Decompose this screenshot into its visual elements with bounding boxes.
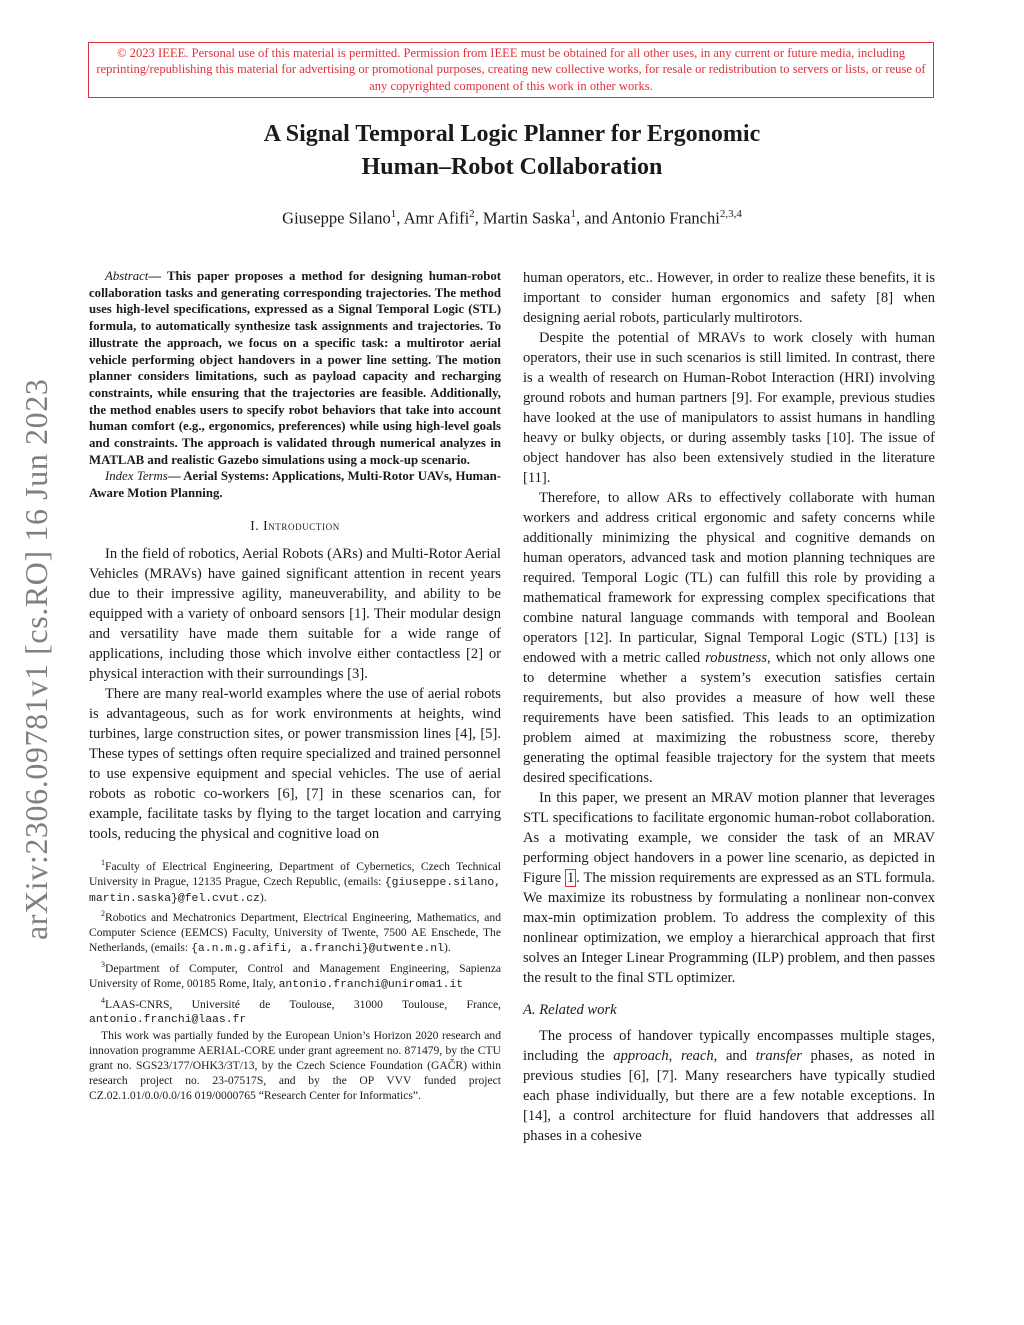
subsection-heading-related-work: A. Related work bbox=[523, 1002, 617, 1018]
footnote-3-mark: 3 bbox=[101, 960, 105, 969]
author-2: , Amr Afifi bbox=[396, 208, 470, 228]
paper-title bbox=[140, 118, 884, 184]
author-3-affiliation: 1 bbox=[570, 208, 576, 220]
intro-paragraph-1: In the field of robotics, Aerial Robots (ARs) and Multi-Rotor Aerial Vehicles (MRAVs) have gained significant attention in recent years due to their impressive agility, maneuverability, and ability to be equipped with a variety of onboard sensors [1]. Their modular design and versatility have made them suitable for a wide range of applications, including those which involve either contactless [2] or physical interaction with their surroundings [3]. bbox=[89, 545, 501, 682]
author-1-affiliation: 1 bbox=[390, 208, 397, 220]
footnote-1-mark: 1 bbox=[101, 857, 105, 867]
left-column bbox=[89, 268, 501, 1105]
right-paragraph-4 bbox=[523, 1026, 935, 1146]
paragraph-4-sep-2: , and bbox=[713, 1048, 756, 1064]
right-paragraph-1: Despite the potential of MRAVs to work closely with human operators, their use in such scenarios is still limited. In contrast, there is a wealth of research on Human-Robot Interaction (HRI) involving ground robots and human partners [9]. For example, previous studies have looked at the use of manipulators to assist humans in handling heavy or bulky objects, or during assembly tasks [10]. The issue of object handover has also been extensively studied in the literature [11]. bbox=[523, 330, 935, 486]
abstract-paragraph bbox=[89, 268, 501, 468]
paragraph-2-text-a: Therefore, to allow ARs to effectively collaborate with human workers and address critical ergonomic and safety concerns while additionally minimizing the physical and cognitive demands on human operators, advanced task and motion planning techniques are required. Temporal Logic (TL) can fulfill this role by providing a mathematical framework for expressing complex specifications that combine natural language commands with temporal and Boolean operators [12]. In particular, Signal Temporal Logic (STL) [13] is endowed with a metric called bbox=[523, 490, 935, 666]
abstract-text: — This paper proposes a method for designing human-robot collaboration tasks and generating corresponding trajectories. The method uses high-level specifications, expressed as a Signal Temporal Logic (STL) formula, to automatically synthesize task assignments and trajectories. To illustrate the approach, we focus on a specific task: a multirotor aerial vehicle performing object handovers in a power line setting. The motion planner considers limitations, such as payload capacity and recharging constraints, while ensuring that the trajectories are feasible. Additionally, the method enables users to specify robot behaviors that take into account human comfort (e.g., ergonomics, preferences) while using high-level goals and constraints. The approach is validated through numerical analyzes in MATLAB and realistic Gazebo simulations using a mock-up scenario. bbox=[89, 269, 501, 467]
footnote-3 bbox=[89, 958, 501, 993]
author-3: , Martin Saska bbox=[474, 208, 571, 228]
transfer-term: transfer bbox=[755, 1048, 802, 1064]
section-heading-introduction: I. Introduction bbox=[250, 517, 340, 533]
footnote-2-text: Robotics and Mechatronics Department, Electrical Engineering, Mathematics, and Computer Science (EEMCS) Faculty, University of Twente, 7500 AE Enschede, The Netherlands, (emails: bbox=[89, 911, 501, 955]
reach-term: reach bbox=[680, 1048, 714, 1064]
index-terms bbox=[89, 468, 501, 501]
footnote-2-mark: 2 bbox=[101, 909, 105, 919]
footnote-2 bbox=[89, 907, 501, 957]
footnote-3-text: Department of Computer, Control and Management Engineering, Sapienza University of Rome, 00185 Rome, Italy, bbox=[89, 961, 501, 990]
footnote-2-email: {a.n.m.g.afifi, a.franchi}@utwente.nl bbox=[191, 943, 444, 956]
author-2-affiliation: 2 bbox=[469, 208, 475, 220]
title-line-2: Human–Robot Collaboration bbox=[361, 154, 663, 180]
title-line-1: A Signal Temporal Logic Planner for Ergonomic bbox=[263, 121, 761, 147]
author-1: Giuseppe Silano bbox=[282, 208, 391, 228]
author-4-affiliation: 2,3,4 bbox=[719, 208, 742, 220]
paragraph-2-text-b: , which not only allows one to determine whether a system’s execution satisfies certain requirements, but also provides a measure of how well these requirements have been satisfied. This leads to an optimization problem aimed at maximizing the robustness score, thereby generating the optimal feasible trajectory for the system that meets desired specifications. bbox=[523, 650, 935, 786]
author-list bbox=[140, 208, 884, 229]
footnote-4-email: antonio.franchi@laas.fr bbox=[89, 1014, 247, 1027]
right-paragraph-3 bbox=[523, 788, 935, 988]
footnote-1-text: Faculty of Electrical Engineering, Department of Cybernetics, Czech Technical University in Prague, 12135 Prague, Czech Republic, (emails: bbox=[89, 859, 501, 888]
copyright-notice: © 2023 IEEE. Personal use of this material is permitted. Permission from IEEE must be obtained for all other uses, in any current or future media, including reprinting/republishing this material for advertising or promotional purposes, creating new collective works, for resale or redistribution to servers or lists, or reuse of any copyrighted component of this work in other works. bbox=[88, 42, 934, 98]
right-paragraph-2 bbox=[523, 488, 935, 788]
footnote-1 bbox=[89, 856, 501, 907]
paragraph-3-text-a: In this paper, we present an MRAV motion planner that leverages STL specifications to facilitate ergonomic human-robot collaboration. As a motivating example, we consider the task of an MRAV performing object handovers in a power line scenario, as depicted in Figure bbox=[523, 790, 935, 886]
footnote-2-end: ). bbox=[443, 941, 451, 955]
footnote-4-text: LAAS-CNRS, Université de Toulouse, 31000 Toulouse, France, bbox=[105, 997, 501, 1011]
arxiv-identifier[interactable]: arXiv:2306.09781v1 [cs.RO] 16 Jun 2023 bbox=[18, 378, 54, 940]
intro-paragraph-2: There are many real-world examples where the use of aerial robots is advantageous, such as for work environments at heights, wind turbines, large construction sites, or power transmission lines [4], [5]. These types of settings often require specialized and trained personnel to use expensive equipment and special vehicles. The use of aerial robots as robotic co-workers [6], [7] in these scenarios can, for example, facilitate tasks by flying to the target location and carrying tools, reducing the physical and cognitive load on bbox=[89, 685, 501, 842]
right-column bbox=[523, 268, 935, 1146]
paragraph-3-text-b: . The mission requirements are expressed as an STL formula. We maximize its robustness by formulating a nonlinear non-convex max-min optimization problem. To address the complexity of this nonlinear optimization, we employ a hierarchical approach that first solves an Integer Linear Programming (ILP) problem, and then passes the result to the final STL optimizer. bbox=[523, 870, 935, 986]
footnote-3-email: antonio.franchi@uniroma1.it bbox=[278, 978, 464, 991]
paragraph-4-sep-1: , bbox=[668, 1048, 681, 1064]
robustness-term: robustness bbox=[705, 650, 768, 666]
paragraph-4-text-a: The process of handover typically encompasses multiple stages, including the bbox=[523, 1028, 935, 1064]
figure-1-link[interactable]: 1 bbox=[566, 870, 575, 886]
footnotes bbox=[89, 856, 501, 1104]
index-terms-label: Index Terms bbox=[105, 469, 168, 484]
footnote-4-mark: 4 bbox=[101, 995, 105, 1005]
footnote-1-end: ). bbox=[259, 890, 267, 904]
right-paragraph-0: human operators, etc.. However, in order to realize these benefits, it is important to consider human ergonomics and safety [8] when designing aerial robots, particularly multirotors. bbox=[523, 270, 935, 326]
footnote-1-email: {giuseppe.silano, martin.saska}@fel.cvut.cz bbox=[89, 876, 501, 905]
author-4: , and Antonio Franchi bbox=[575, 208, 720, 228]
paragraph-4-text-b: phases, as noted in previous studies [6], [7]. Many researchers have typically studied each phase individually, but there are a few notable exceptions. In [14], a control architecture for fluid handovers that addresses all phases in a cohesive bbox=[523, 1048, 935, 1144]
approach-term: approach bbox=[613, 1048, 669, 1064]
index-terms-text: — Aerial Systems: Applications, Multi-Rotor UAVs, Human-Aware Motion Planning. bbox=[89, 469, 501, 501]
funding-note: This work was partially funded by the European Union’s Horizon 2020 research and innovation programme AERIAL-CORE under grant agreement no. 871479, by the CTU grant no. SGS23/177/OHK3/3T/13, by the Czech Science Foundation (GAČR) within research project no. 23-07517S, and by the OP VVV funded project CZ.02.1.01/0.0/0.0/16 019/0000765 “Research Center for Informatics”. bbox=[89, 1029, 501, 1102]
abstract-label: Abstract bbox=[105, 269, 149, 283]
abstract bbox=[89, 268, 501, 502]
footnote-4 bbox=[89, 994, 501, 1029]
